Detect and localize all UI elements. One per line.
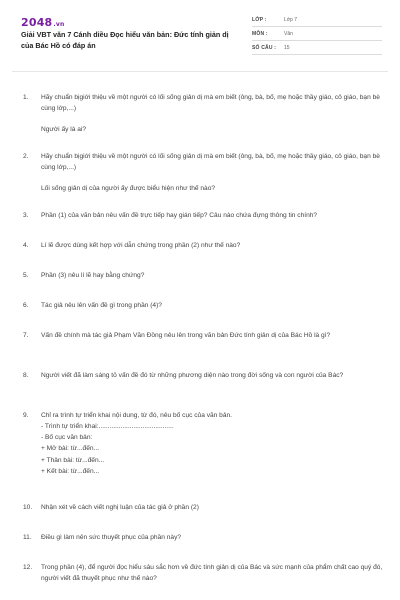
question-text: Hãy chuẩn bịgiới thiệu về một người có lối sống giản dị mà em biết (ông, bà, bố, mẹ hoặc thầy giáo, cô giáo, bạn bè cùng lớp,...) xyxy=(41,94,380,112)
question-text: Trong phần (4), để người đọc hiểu sâu sắc hơn về đức tính giản dị của Bác và sức mạnh của phẩm chất cao quý đó, người viết đã thuyết phục như thế nào? xyxy=(41,564,383,582)
meta-row-subject xyxy=(252,27,382,41)
question-body xyxy=(41,92,383,135)
question-text: Điều gì làm nên sức thuyết phục của phần này? xyxy=(41,534,182,541)
question-number: 10. xyxy=(23,504,33,511)
question-text: Vấn đề chính mà tác giả Phạm Văn Đồng nêu lên trong văn bản Đức tính giản dị của Bác Hồ là gì? xyxy=(41,332,331,339)
meta-key: MÔN : xyxy=(252,30,268,37)
outline-item: - Bố cục văn bản: xyxy=(41,434,93,442)
question-number: 1. xyxy=(23,94,29,101)
document-title: Giải VBT văn 7 Cánh diều Đọc hiểu văn bản: Đức tính giản dị của Bác Hồ có đáp án xyxy=(21,30,229,50)
outline-item: + Mở bài: từ...đến... xyxy=(41,445,100,453)
logo-text: 2048 xyxy=(21,16,53,29)
meta-value: Lớp 7 xyxy=(284,16,298,23)
site-logo[interactable] xyxy=(21,16,64,29)
meta-value: Văn xyxy=(284,30,293,37)
question-body xyxy=(41,410,383,477)
meta-row-class xyxy=(252,13,382,27)
question-body xyxy=(41,370,383,381)
outline-item: + Thân bài: từ...đến... xyxy=(41,456,105,464)
question-text: Người viết đã làm sáng tỏ vấn đề đó từ những phương diện nào trong đời sống và con người của Bác? xyxy=(41,372,344,379)
question-subtext: Người ấy là ai? xyxy=(41,126,87,133)
question-number: 12. xyxy=(23,564,33,571)
question-number: 2. xyxy=(23,153,29,160)
question-text: Phần (1) của văn bản nêu vấn đề trực tiếp hay gián tiếp? Câu nào chứa đựng thông tin chính? xyxy=(41,212,318,219)
outline-item: + Kết bài: từ...đến... xyxy=(41,467,100,475)
logo-suffix: .vn xyxy=(53,21,65,28)
outline-list xyxy=(41,421,383,477)
question-text: Hãy chuẩn bịgiới thiệu về một người có lối sống giản dị mà em biết (ông, bà, bố, mẹ hoặc thầy giáo, cô giáo, bạn bè cùng lớp,...) xyxy=(41,153,380,171)
question-body xyxy=(41,151,383,194)
question-body xyxy=(41,502,383,513)
meta-table xyxy=(252,13,382,55)
question-body xyxy=(41,270,383,281)
question-body xyxy=(41,532,383,543)
document-header xyxy=(0,0,400,68)
question-body xyxy=(41,240,383,251)
question-body xyxy=(41,330,383,341)
question-number: 4. xyxy=(23,242,29,249)
meta-key: LỚP : xyxy=(252,16,267,23)
question-text: Lí lẽ được dùng kết hợp với dẫn chứng trong phần (2) như thế nào? xyxy=(41,242,241,249)
meta-value: 15 xyxy=(284,44,290,51)
question-body xyxy=(41,562,383,584)
header-divider xyxy=(12,71,388,72)
question-subtext: Lối sống giản dị của người ấy được biểu hiện như thế nào? xyxy=(41,185,216,192)
question-body xyxy=(41,210,383,221)
meta-row-count xyxy=(252,41,382,55)
meta-key: SỐ CÂU : xyxy=(252,44,277,51)
question-number: 9. xyxy=(23,412,29,419)
question-number: 5. xyxy=(23,272,29,279)
question-body xyxy=(41,300,383,311)
question-number: 7. xyxy=(23,332,29,339)
question-text: Phần (3) nêu lí lẽ hay bằng chứng? xyxy=(41,272,145,279)
question-text: Chỉ ra trình tự triển khai nội dung, từ đó, nêu bố cục của văn bản. xyxy=(41,412,233,419)
question-text: Nhận xét về cách viết nghị luận của tác giả ở phần (2) xyxy=(41,504,199,511)
question-text: Tác giả nêu lên vấn đề gì trong phần (4)? xyxy=(41,302,162,309)
question-number: 6. xyxy=(23,302,29,309)
question-number: 11. xyxy=(23,534,32,541)
question-number: 8. xyxy=(23,372,29,379)
outline-item: - Trình tự triển khai:......................................... xyxy=(41,423,174,430)
question-number: 3. xyxy=(23,212,29,219)
